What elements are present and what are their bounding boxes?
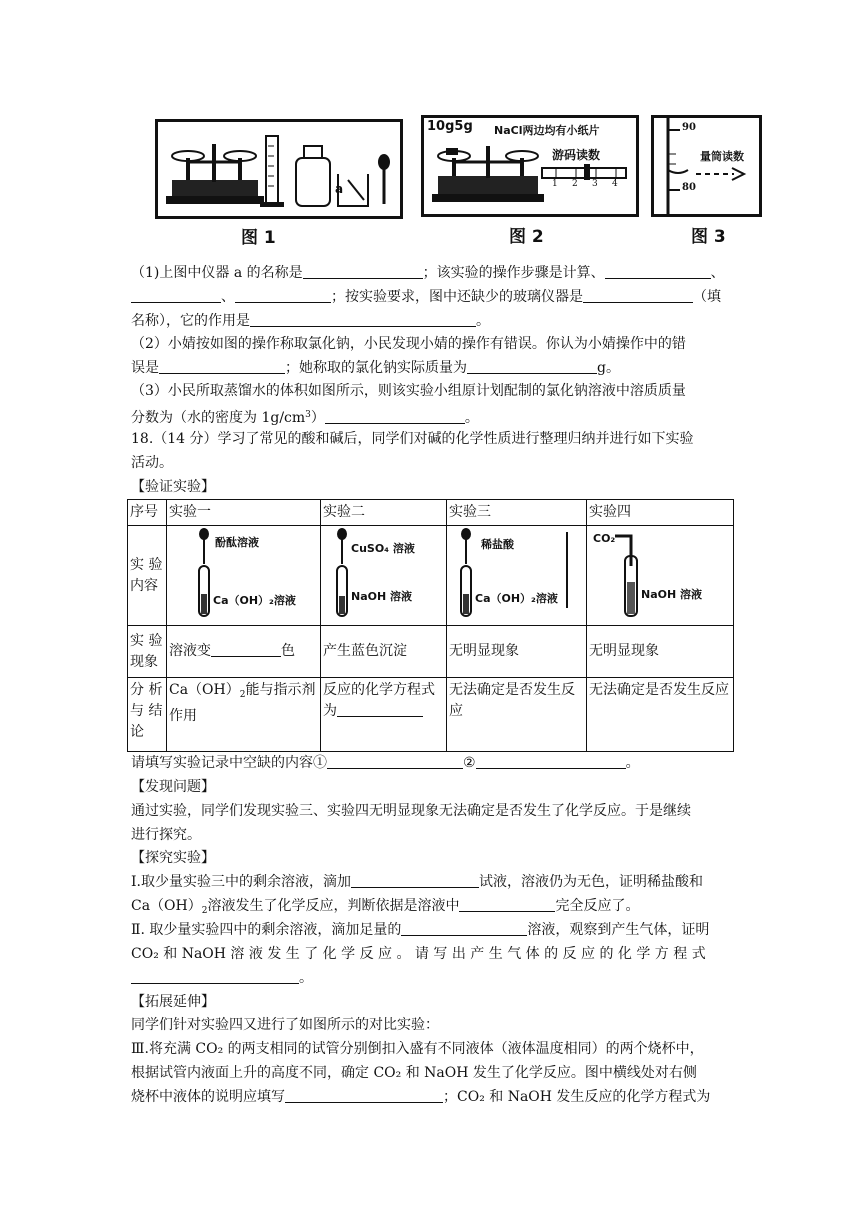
scale-tick-2: 2 <box>572 179 578 189</box>
table-row-analysis <box>128 678 734 752</box>
exp2-drawing-cell <box>321 526 447 626</box>
phenomenon-text: 色 <box>281 643 295 659</box>
exp4-phenomenon: 无明显现象 <box>587 626 734 678</box>
explore-header: 【探究实验】 <box>131 850 215 866</box>
exp2-top-reagent: CuSO₄ 溶液 <box>351 542 415 555</box>
cylinder-reading-label: 量筒读数 <box>700 150 744 163</box>
figure-3-drawing <box>654 118 759 214</box>
scale-tick-4: 4 <box>612 179 618 189</box>
answer-blank[interactable] <box>327 753 463 769</box>
q17-text: 误是 <box>131 360 159 376</box>
extend-line-2: Ⅲ.将充满 CO₂ 的两支相同的试管分别倒扣入盛有不同液体（液体温度相同）的两个烧杯中， <box>131 1041 704 1057</box>
figure-3-cylinder-reading <box>651 115 762 217</box>
body-text: 试液，溶液仍为无色，证明稀盐酸和 <box>478 874 703 890</box>
answer-blank[interactable] <box>211 641 281 657</box>
answer-blank[interactable] <box>476 753 626 769</box>
q17-line-7 <box>131 404 731 429</box>
answer-blank[interactable] <box>325 408 465 424</box>
q17-text: （1)上图中仪器 a 的名称是 <box>131 265 303 281</box>
figure-1-balance-cylinder-bottle-beaker <box>155 119 403 219</box>
answer-blank[interactable] <box>303 263 423 279</box>
body-text: 完全反应了。 <box>555 898 640 914</box>
q17-line-4: （2）小婧按如图的操作称取氯化钠，小民发现小婧的操作有错误。你认为小婧操作中的错 <box>131 336 686 352</box>
q17-text: 分数为（水的密度为 1g/cm <box>131 410 306 426</box>
exp3-drawing-cell <box>447 526 587 626</box>
table-row-content <box>128 526 734 626</box>
q17-text: g。 <box>597 360 620 376</box>
scale-tick-1: 1 <box>552 179 558 189</box>
answer-blank[interactable] <box>605 263 711 279</box>
exp3-phenomenon: 无明显现象 <box>447 626 587 678</box>
q17-text: ） <box>310 410 325 426</box>
exp2-analysis <box>321 678 447 752</box>
table-row-phenomenon <box>128 626 734 678</box>
analysis-text: Ca（OH） <box>169 682 240 698</box>
fill-blanks-line <box>131 752 731 774</box>
answer-blank[interactable] <box>583 287 693 303</box>
q17-line-2 <box>131 286 731 308</box>
answer-blank[interactable] <box>131 968 299 984</box>
body-text: Ca（OH） <box>131 898 202 914</box>
exp4-bottom-reagent: NaOH 溶液 <box>641 588 703 601</box>
table-header-row <box>128 500 734 526</box>
extend-line-1: 同学们针对实验四又进行了如图所示的对比实验： <box>131 1017 439 1033</box>
explore-line-2 <box>131 895 731 922</box>
body-text: 溶液，观察到产生气体，证明 <box>527 922 710 938</box>
subscript: 2 <box>201 906 208 916</box>
figure-2-weighing-nacl <box>421 115 639 217</box>
q17-line-1 <box>131 262 731 284</box>
answer-blank[interactable] <box>459 896 555 912</box>
subscript: 2 <box>239 690 246 700</box>
table-header-cell: 实验二 <box>321 500 447 526</box>
rider-reading-label: 游码读数 <box>552 148 601 162</box>
explore-line-3 <box>131 919 731 941</box>
weights-text: 10g5g <box>427 119 473 134</box>
q18-line-2: 活动。 <box>131 455 173 471</box>
exp1-analysis <box>167 678 321 752</box>
exp4-drawing-cell <box>587 526 734 626</box>
discover-line-1: 通过实验，同学们发现实验三、实验四无明显现象无法确定是否发生了化学反应。于是继续 <box>131 803 691 819</box>
exp4-top-reagent: CO₂ <box>593 532 616 545</box>
q17-text: ；按实验要求，图中还缺少的玻璃仪器是 <box>331 289 583 305</box>
q17-text: 。 <box>464 410 479 426</box>
q17-text: 。 <box>476 313 490 329</box>
instrument-a-label: a <box>335 182 344 196</box>
explore-line-1 <box>131 871 731 893</box>
exp2-bottom-reagent: NaOH 溶液 <box>351 590 413 603</box>
q17-text: 、 <box>710 265 725 281</box>
extend-line-4 <box>131 1086 731 1108</box>
analysis-text: 能与指示剂作用 <box>169 682 316 724</box>
q17-text: 名称），它的作用是 <box>131 313 250 329</box>
q17-text: 、 <box>221 289 235 305</box>
body-text: Ⅰ.取少量实验三中的剩余溶液，滴加 <box>131 874 351 890</box>
scale-tick-3: 3 <box>592 179 598 189</box>
answer-blank[interactable] <box>467 358 597 374</box>
answer-blank[interactable] <box>235 287 331 303</box>
answer-blank[interactable] <box>131 287 221 303</box>
q17-line-5 <box>131 357 731 379</box>
exp1-drawing-cell <box>167 526 321 626</box>
table-header-cell: 序号 <box>128 500 167 526</box>
exp3-bottom-reagent: Ca（OH）₂溶液 <box>475 592 558 605</box>
extend-line-3: 根据试管内液面上升的高度不同，确定 CO₂ 和 NaOH 发生了化学反应。图中横线处对右侧 <box>131 1065 697 1081</box>
row-label-content: 实 验 内容 <box>128 526 167 626</box>
table-header-cell: 实验四 <box>587 500 734 526</box>
body-text: 请填写实验记录中空缺的内容① <box>131 755 327 771</box>
verify-experiment-header: 【验证实验】 <box>131 479 215 495</box>
tick-80: 80 <box>682 182 696 193</box>
table-header-cell: 实验一 <box>167 500 321 526</box>
explore-line-4: CO₂ 和 NaOH 溶 液 发 生 了 化 学 反 应 。 请 写 出 产 生 气 体 的 反 应 的 化 学 方 程 式 <box>131 946 706 962</box>
nacl-paper-note: NaCl两边均有小纸片 <box>494 124 600 137</box>
figure-3-label: 图 3 <box>691 227 726 247</box>
figure-2-label: 图 2 <box>509 227 544 247</box>
superscript: 3 <box>305 410 311 420</box>
experiment-table <box>127 499 734 752</box>
q17-line-6: （3）小民所取蒸馏水的体积如图所示，则该实验小组原计划配制的氯化钠溶液中溶质质量 <box>131 383 686 399</box>
extend-header: 【拓展延伸】 <box>131 994 215 1010</box>
answer-blank[interactable] <box>337 701 423 717</box>
discover-header: 【发现问题】 <box>131 779 215 795</box>
explore-line-5 <box>131 967 731 989</box>
q17-text: ；该实验的操作步骤是计算、 <box>422 265 605 281</box>
exp1-bottom-reagent: Ca（OH）₂溶液 <box>213 594 296 607</box>
body-text: ；CO₂ 和 NaOH 发生反应的化学方程式为 <box>443 1089 711 1105</box>
answer-blank[interactable] <box>159 358 285 374</box>
discover-line-2: 进行探究。 <box>131 827 201 843</box>
figure-1-drawing <box>158 122 400 216</box>
q17-text: ；她称取的氯化钠实际质量为 <box>285 360 467 376</box>
body-text: 。 <box>625 755 640 771</box>
q18-line-1: 18.（14 分）学习了常见的酸和碱后，同学们对碱的化学性质进行整理归纳并进行如下实验 <box>131 431 694 447</box>
table-header-cell: 实验三 <box>447 500 587 526</box>
tick-90: 90 <box>682 122 696 133</box>
answer-blank[interactable] <box>285 1087 443 1103</box>
body-text: ② <box>463 755 476 771</box>
answer-blank[interactable] <box>250 311 476 327</box>
figure-1-label: 图 1 <box>241 228 276 248</box>
body-text: 。 <box>299 970 313 986</box>
row-label-phenomenon: 实 验 现象 <box>128 626 167 678</box>
row-label-analysis: 分 析 与 结 论 <box>128 678 167 752</box>
exp3-analysis: 无法确定是否发生反应 <box>447 678 587 752</box>
exp4-analysis: 无法确定是否发生反应 <box>587 678 734 752</box>
exp2-phenomenon: 产生蓝色沉淀 <box>321 626 447 678</box>
body-text: 烧杯中液体的说明应填写 <box>131 1089 285 1105</box>
body-text: 溶液发生了化学反应，判断依据是溶液中 <box>207 898 460 914</box>
phenomenon-text: 溶液变 <box>169 643 211 659</box>
q17-line-3 <box>131 310 731 332</box>
answer-blank[interactable] <box>351 872 479 888</box>
body-text: Ⅱ. 取少量实验四中的剩余溶液，滴加足量的 <box>131 922 402 938</box>
q17-text: （填 <box>693 289 721 305</box>
exp1-top-reagent: 酚酞溶液 <box>215 536 259 549</box>
answer-blank[interactable] <box>401 920 527 936</box>
exp1-phenomenon <box>167 626 321 678</box>
exp3-top-reagent: 稀盐酸 <box>481 538 514 551</box>
analysis-text: 反应的化学方程式为 <box>323 682 435 719</box>
